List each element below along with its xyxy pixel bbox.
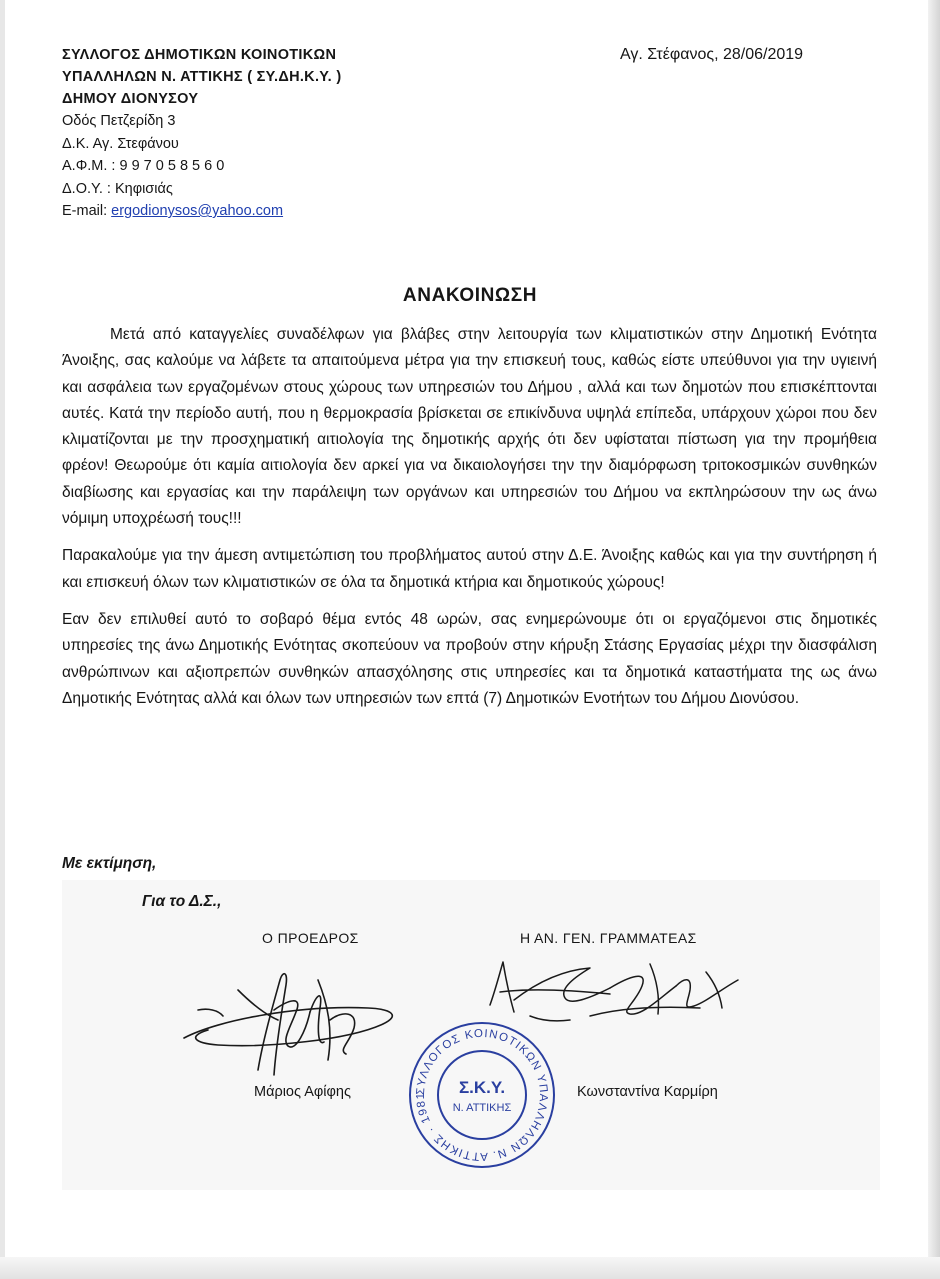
address-block (62, 110, 482, 223)
organization-name (62, 44, 482, 110)
page-edge-bottom (0, 1257, 940, 1279)
secretary-role: Η ΑΝ. ΓΕΝ. ΓΡΑΜΜΑΤΕΑΣ (520, 930, 697, 946)
page-edge-right (928, 0, 940, 1279)
document-title: ΑΝΑΚΟΙΝΩΣΗ (402, 285, 538, 306)
page-edge-left (0, 0, 5, 1279)
org-line: ΔΗΜΟΥ ΔΙΟΝΥΣΟΥ (62, 91, 199, 107)
union-seal (402, 1015, 562, 1175)
paragraph: Παρακαλούμε για την άμεση αντιμετώπιση του προβλήματος αυτού στην Δ.Ε. Άνοιξης καθώς και για την συντήρηση ή και επισκευή όλων των κλιματιστικών σε όλα τα δημοτικά κτήρια και δημοτικούς χώρους! (62, 547, 877, 591)
place-date: Αγ. Στέφανος, 28/06/2019 (620, 46, 804, 63)
for-board-label: Για το Δ.Σ., (142, 893, 222, 910)
president-name: Μάριος Αφίφης (254, 1084, 351, 1100)
org-line: ΥΠΑΛΛΗΛΩΝ Ν. ΑΤΤΙΚΗΣ ( ΣΥ.ΔΗ.Κ.Υ. ) (62, 69, 342, 85)
seal-ring-text: ΣΥΛΛΟΓΟΣ ΚΟΙΝΟΤΙΚΩΝ ΥΠΑΛΛΗΛΩΝ Ν. ΑΤΤΙΚΗΣ · 1981 (414, 1027, 550, 1163)
announcement-body (62, 322, 877, 723)
secretary-name: Κωνσταντίνα Καρμίρη (577, 1084, 718, 1100)
president-signature (178, 950, 408, 1100)
email-label: E-mail: (62, 203, 112, 219)
seal-stamp (402, 1015, 562, 1175)
closing-salutation: Με εκτίμηση, (62, 855, 157, 872)
address-street: Οδός Πετζερίδη 3 (62, 113, 176, 129)
org-line: ΣΥΛΛΟΓΟΣ ΔΗΜΟΤΙΚΩΝ ΚΟΙΝΟΤΙΚΩΝ (62, 47, 337, 63)
president-role: Ο ΠΡΟΕΔΡΟΣ (262, 930, 359, 946)
seal-center-subtitle: Ν. ΑΤΤΙΚΗΣ (452, 1102, 512, 1114)
tax-id: Α.Φ.Μ. : 9 9 7 0 5 8 5 6 0 (62, 158, 225, 174)
letterhead (62, 44, 482, 223)
paragraph: Εαν δεν επιλυθεί αυτό το σοβαρό θέμα εντός 48 ωρών, σας ενημερώνουμε ότι οι εργαζόμενοι στις δημοτικές υπηρεσίες της άνω Δημοτικής Ενότητας σκοπεύουν να προβούν στην κήρυξη Στάσης Εργασίας μέχρι την διασφάλιση ανθρώπινων και αξιοπρεπών συνθηκών απασχόλησης στις υπηρεσίες και τα δημοτικά καταστήματα της ως άνω Δημοτικής Ενότητας αλλά και όλων των υπηρεσιών των επτά (7) Δημοτικών Ενοτήτων του Δήμου Διονύσου. (62, 610, 877, 707)
paragraph: Μετά από καταγγελίες συναδέλφων για βλάβες στην λειτουργία των κλιματιστικών στην Δημοτική Ενότητα Άνοιξης, σας καλούμε να λάβετε τα απαιτούμενα μέτρα για την επισκευή τους, καθώς είστε υπεύθυνοι για την υγιεινή και ασφάλεια των εργαζομένων στους χώρους των υπηρεσιών του Δήμου , αλλά και των δημοτών που επισκέπτονται αυτές. Κατά την περίοδο αυτή, που η θερμοκρασία βρίσκεται σε επικίνδυνα υψηλά επίπεδα, υπάρχουν χώροι που δεν κλιματίζονται με την προσχηματική αιτιολογία της δημοτικής αρχής ότι δεν υφίσταται πίστωση για την προμήθεια φρέον! Θεωρούμε ότι καμία αιτιολογία δεν αρκεί για να δικαιολογήσει την την διαμόρφωση τριτοκοσμικών συνθηκών διαβίωσης και εργασίας και την παράλειψη των οργάνων και υπηρεσιών του Δήμου να εκπληρώσουν την ως άνω νόμιμη υποχρέωσή τους!!! (62, 326, 877, 528)
address-district: Δ.Κ. Αγ. Στεφάνου (62, 135, 179, 152)
seal-center-title: Σ.Κ.Υ. (458, 1078, 506, 1097)
email-link[interactable]: ergodionysos@yahoo.com (111, 203, 284, 219)
tax-office: Δ.Ο.Υ. : Κηφισιάς (62, 180, 173, 197)
email-line (62, 200, 482, 223)
